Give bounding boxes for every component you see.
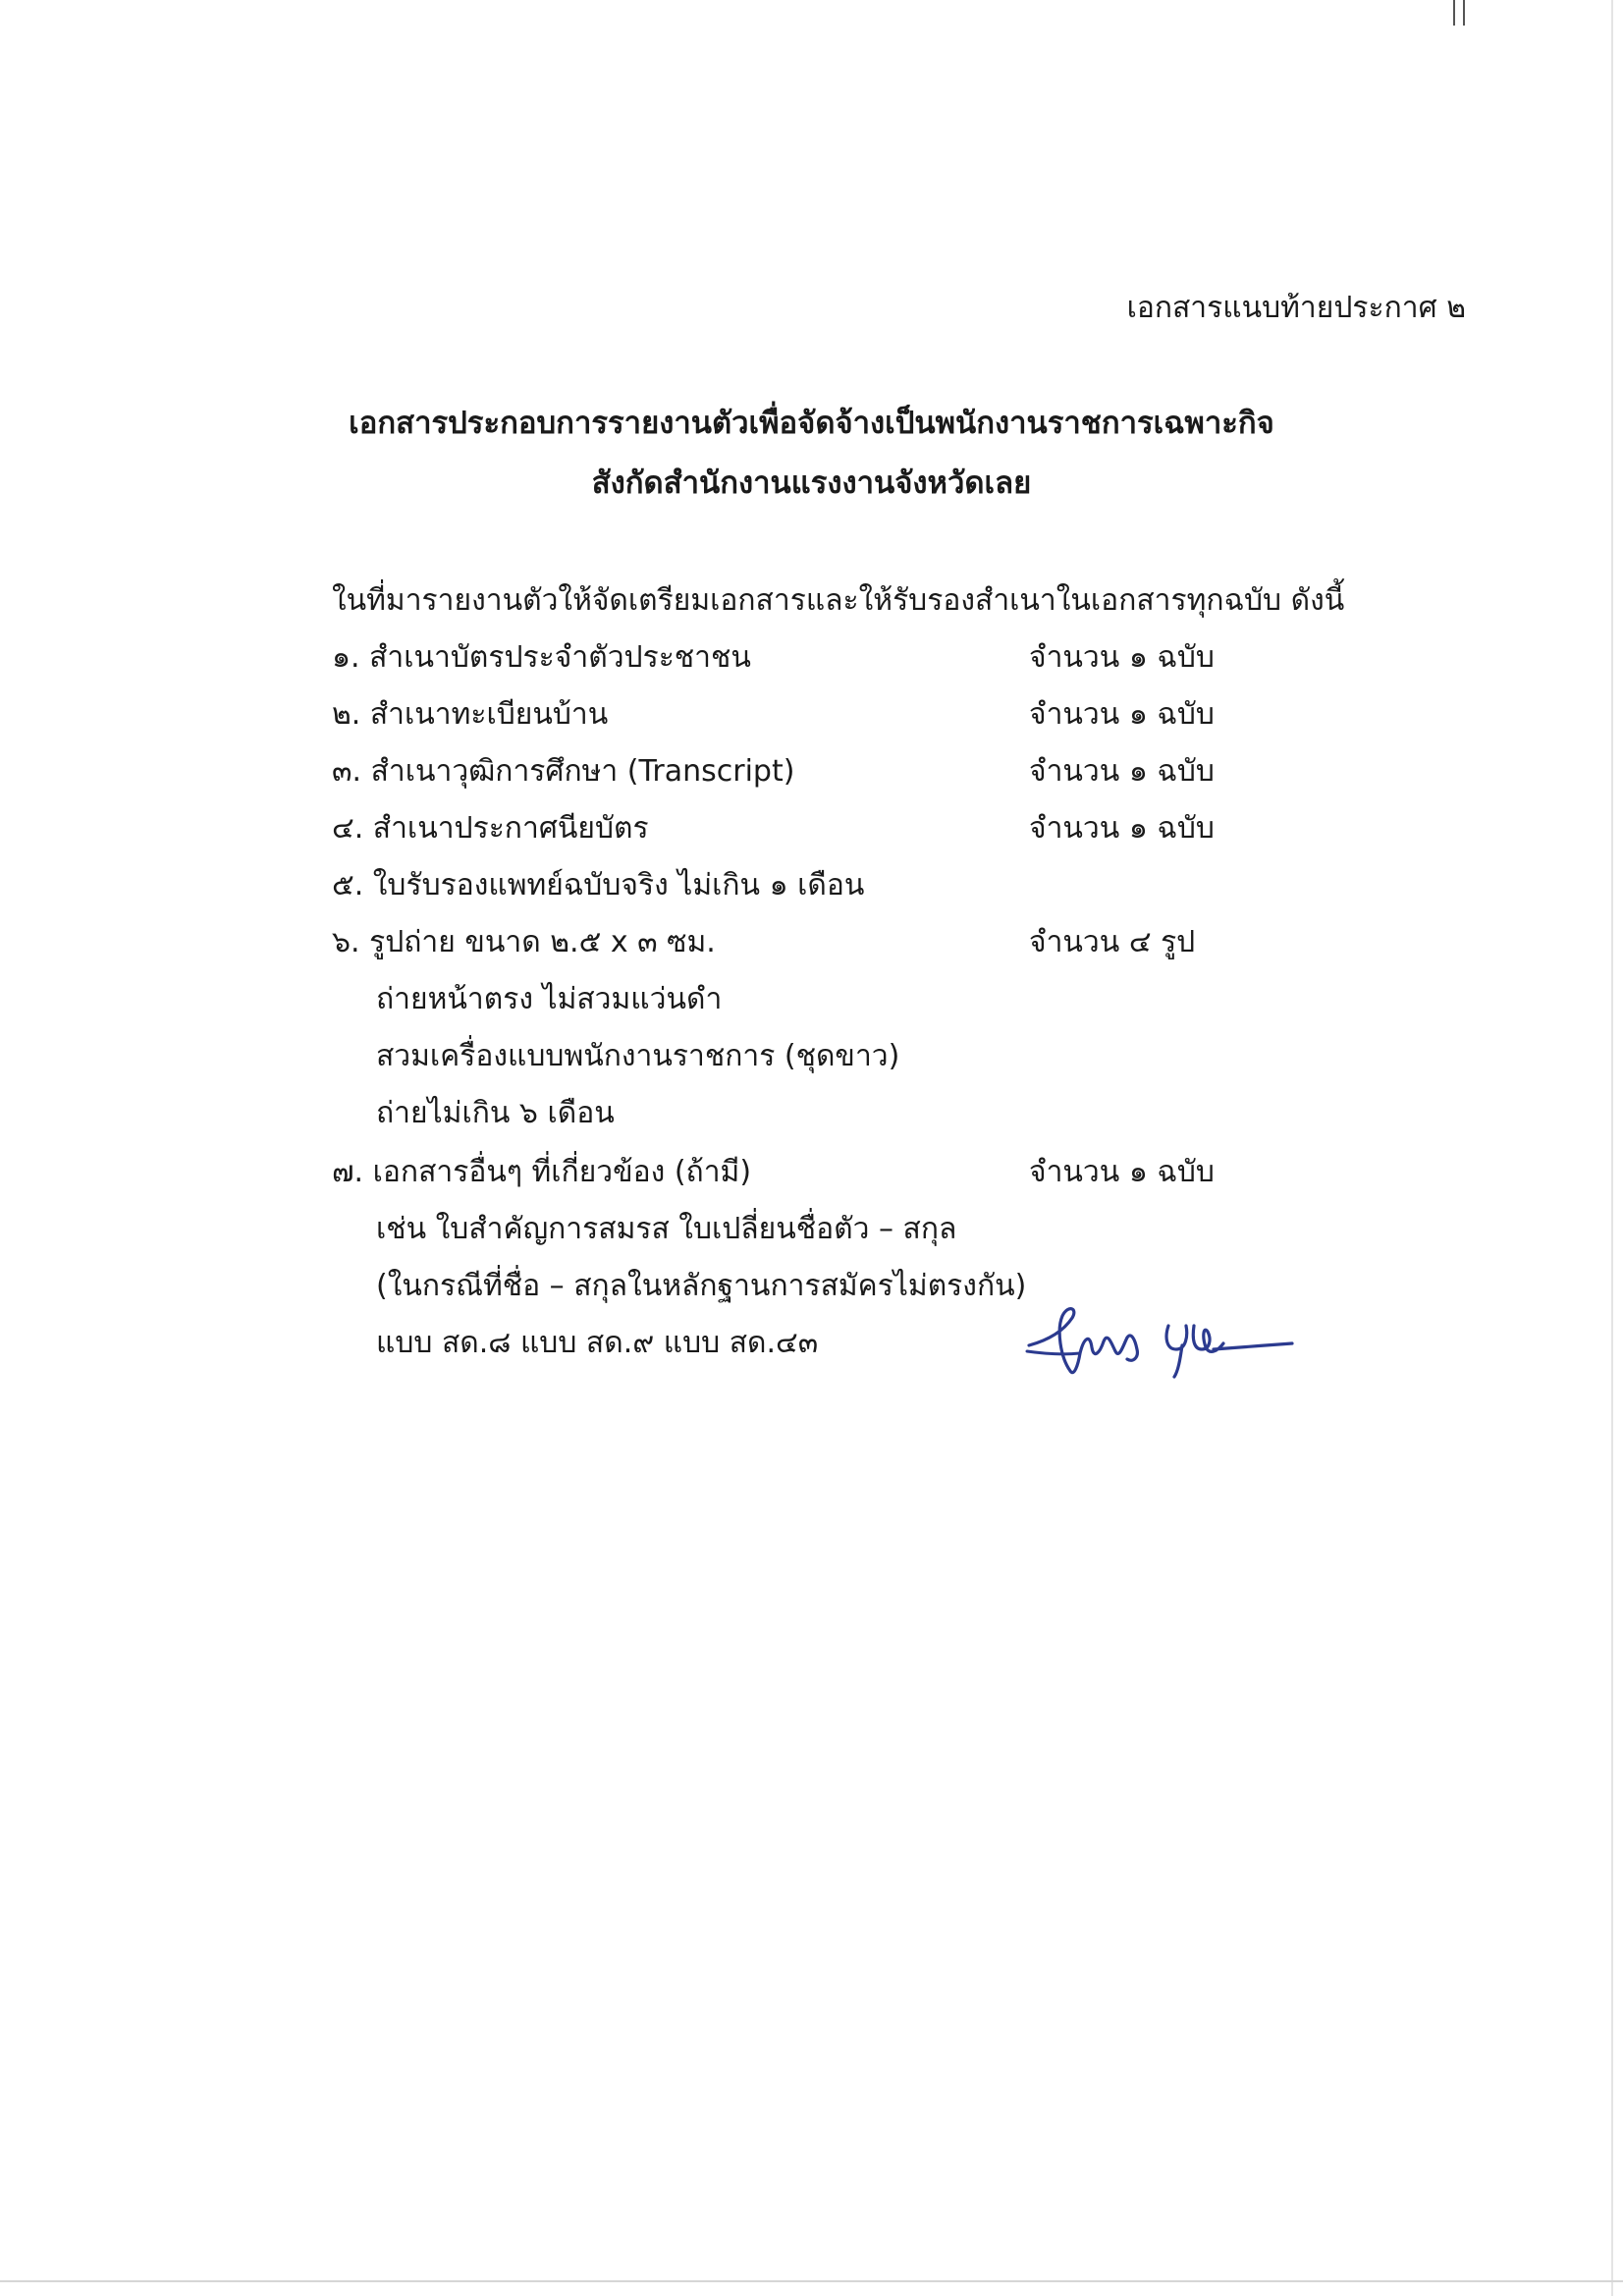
attachment-note: เอกสารแนบท้ายประกาศ ๒ xyxy=(1126,291,1466,325)
list-item-1-quantity: จำนวน ๑ ฉบับ xyxy=(1029,640,1215,675)
intro-paragraph: ในที่มารายงานตัวให้จัดเตรียมเอกสารและให้รับรองสำเนาในเอกสารทุกฉบับ ดังนี้ xyxy=(332,583,1345,618)
list-item-1: ๑. สำเนาบัตรประจำตัวประชาชน xyxy=(332,640,751,675)
item-6-detail-1: ถ่ายหน้าตรง ไม่สวมแว่นดำ xyxy=(376,982,723,1016)
item-7-detail-3: แบบ สด.๘ แบบ สด.๙ แบบ สด.๔๓ xyxy=(376,1326,819,1360)
list-item-3: ๓. สำเนาวุฒิการศึกษา (Transcript) xyxy=(332,754,795,789)
document-subtitle: สังกัดสำนักงานแรงงานจังหวัดเลย xyxy=(591,465,1032,501)
list-item-3-quantity: จำนวน ๑ ฉบับ xyxy=(1029,754,1215,789)
list-item-6: ๖. รูปถ่าย ขนาด ๒.๕ x ๓ ซม. xyxy=(332,925,716,959)
item-6-detail-3: ถ่ายไม่เกิน ๖ เดือน xyxy=(376,1096,615,1130)
list-item-2: ๒. สำเนาทะเบียนบ้าน xyxy=(332,697,609,732)
list-item-4: ๔. สำเนาประกาศนียบัตร xyxy=(332,811,649,846)
list-item-5: ๕. ใบรับรองแพทย์ฉบับจริง ไม่เกิน ๑ เดือน xyxy=(332,868,865,902)
list-item-4-quantity: จำนวน ๑ ฉบับ xyxy=(1029,811,1215,846)
scan-binding-mark xyxy=(1453,0,1465,26)
handwritten-signature xyxy=(1021,1296,1296,1385)
list-item-7-quantity: จำนวน ๑ ฉบับ xyxy=(1029,1155,1215,1189)
document-title: เอกสารประกอบการรายงานตัวเพื่อจัดจ้างเป็นพนักงานราชการเฉพาะกิจ xyxy=(349,406,1274,441)
item-7-detail-2: (ในกรณีที่ชื่อ – สกุลในหลักฐานการสมัครไม่ตรงกัน) xyxy=(376,1269,1027,1303)
scan-edge-bottom xyxy=(0,2280,1623,2282)
item-6-detail-2: สวมเครื่องแบบพนักงานราชการ (ชุดขาว) xyxy=(376,1039,900,1073)
list-item-2-quantity: จำนวน ๑ ฉบับ xyxy=(1029,697,1215,732)
item-7-detail-1: เช่น ใบสำคัญการสมรส ใบเปลี่ยนชื่อตัว – สกุล xyxy=(376,1212,957,1246)
list-item-6-quantity: จำนวน ๔ รูป xyxy=(1029,925,1196,959)
list-item-7: ๗. เอกสารอื่นๆ ที่เกี่ยวข้อง (ถ้ามี) xyxy=(332,1155,752,1189)
scan-edge-right xyxy=(1611,0,1613,2296)
